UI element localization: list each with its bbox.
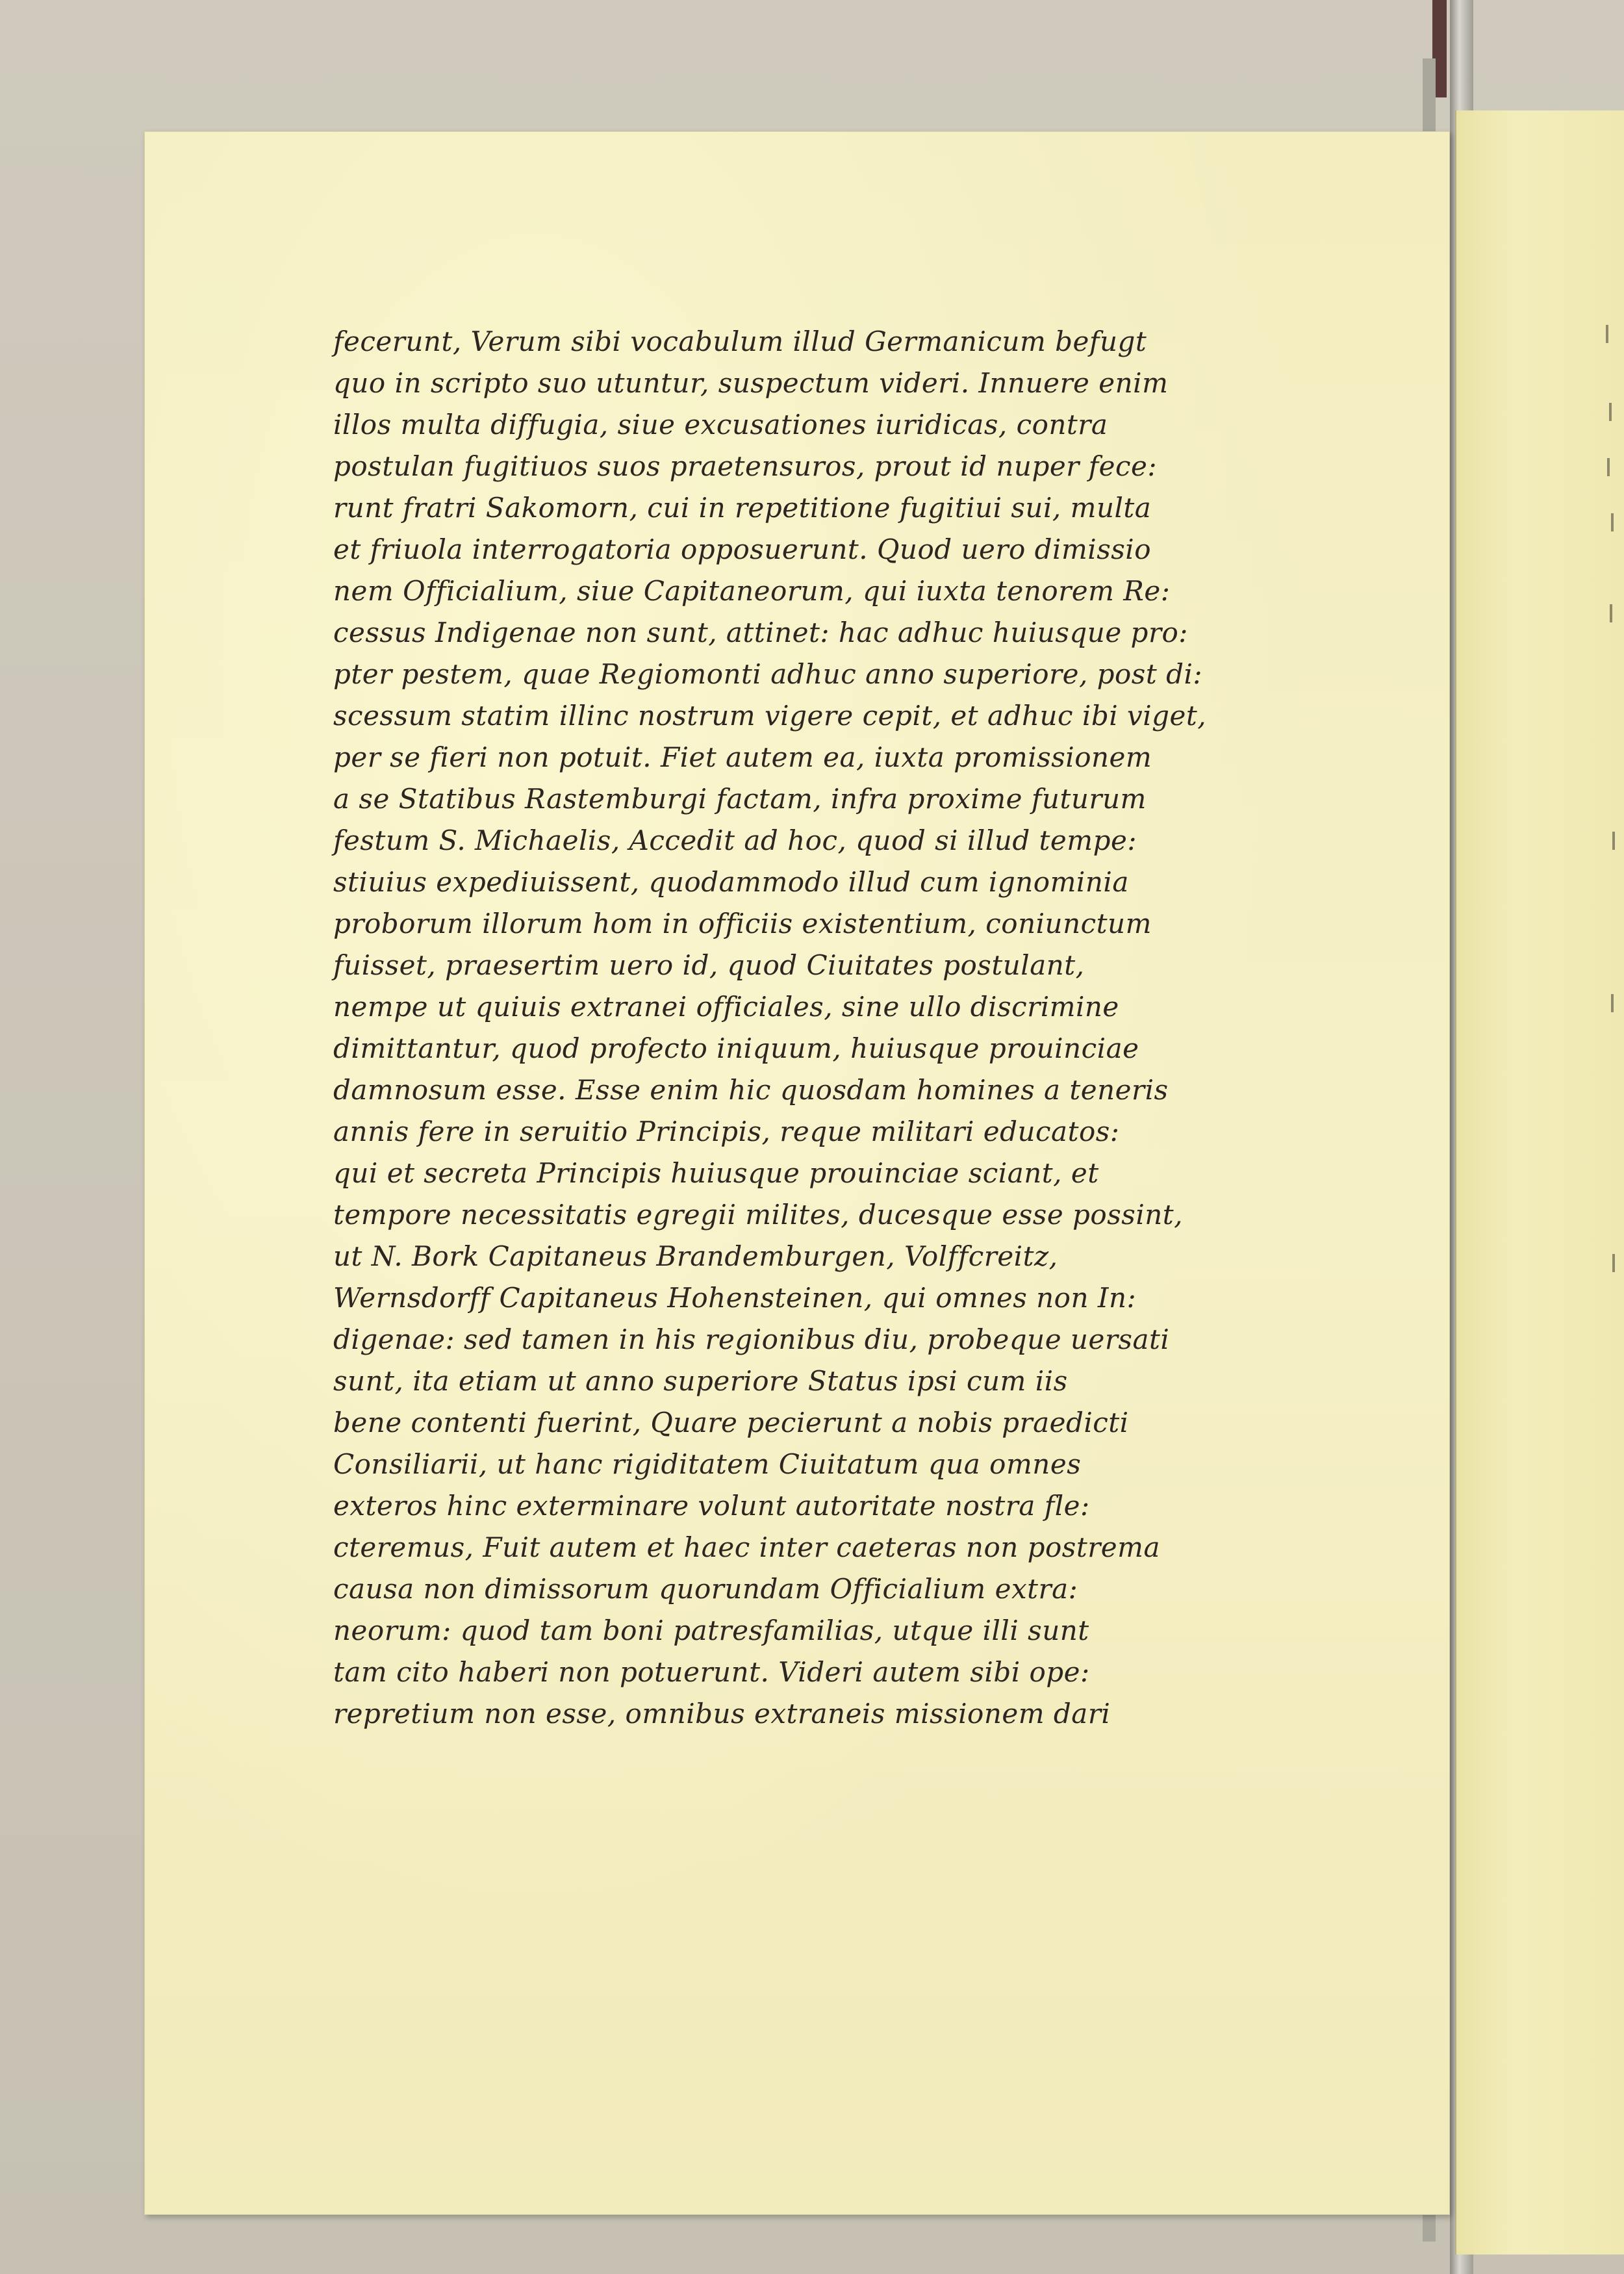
facing-page-ink-mark: [1607, 458, 1610, 476]
text-line: postulan fugitiuos suos praetensuros, prout id nuper fece:: [333, 450, 1158, 482]
facing-page-ink-mark: [1609, 403, 1612, 421]
text-line: sunt, ita etiam ut anno superiore Status ipsi cum iis: [333, 1365, 1068, 1397]
text-line: tempore necessitatis egregii milites, ducesque esse possint,: [333, 1199, 1184, 1231]
text-line: scessum statim illinc nostrum vigere cepit, et adhuc ibi viget,: [333, 700, 1207, 732]
text-line: causa non dimissorum quorundam Officialium extra:: [333, 1573, 1078, 1605]
manuscript-page: [144, 131, 1450, 2215]
text-line: bene contenti fuerint, Quare pecierunt a nobis praedicti: [333, 1407, 1129, 1438]
facing-page-ink-mark: [1606, 325, 1608, 343]
facing-page-ink-mark: [1612, 832, 1615, 850]
text-line: fecerunt, Verum sibi vocabulum illud Germanicum befugt: [333, 326, 1147, 357]
text-line: exteros hinc exterminare volunt autoritate nostra fle:: [333, 1490, 1090, 1522]
text-line: repretium non esse, omnibus extraneis missionem dari: [333, 1698, 1111, 1730]
text-line: dimittantur, quod profecto iniquum, huiusque prouinciae: [333, 1032, 1139, 1064]
text-line: neorum: quod tam boni patresfamilias, utque illi sunt: [333, 1615, 1089, 1646]
text-line: tam cito haberi non potuerunt. Videri autem sibi ope:: [333, 1656, 1090, 1688]
text-line: annis fere in seruitio Principis, reque militari educatos:: [333, 1116, 1120, 1147]
text-line: stiuius expediuissent, quodammodo illud cum ignominia: [333, 866, 1129, 898]
text-line: pter pestem, quae Regiomonti adhuc anno superiore, post di:: [333, 658, 1203, 690]
text-line: Wernsdorff Capitaneus Hohensteinen, qui omnes non In:: [333, 1282, 1137, 1314]
text-line: cessus Indigenae non sunt, attinet: hac adhuc huiusque pro:: [333, 617, 1188, 648]
text-line: runt fratri Sakomorn, cui in repetitione fugitiui sui, multa: [333, 492, 1152, 524]
text-line: nem Officialium, siue Capitaneorum, qui iuxta tenorem Re:: [333, 575, 1171, 607]
text-line: festum S. Michaelis, Accedit ad hoc, quod si illud tempe:: [333, 824, 1137, 856]
text-line: quo in scripto suo utuntur, suspectum videri. Innuere enim: [333, 367, 1169, 399]
text-line: digenae: sed tamen in his regionibus diu, probeque uersati: [333, 1323, 1170, 1355]
facing-page-fragment: [1455, 110, 1624, 2255]
text-line: per se fieri non potuit. Fiet autem ea, iuxta promissionem: [333, 741, 1152, 773]
text-line: fuisset, praesertim uero id, quod Ciuitates postulant,: [333, 949, 1085, 981]
text-line: et friuola interrogatoria opposuerunt. Quod uero dimissio: [333, 533, 1152, 565]
facing-page-ink-mark: [1610, 604, 1612, 622]
text-line: a se Statibus Rastemburgi factam, infra proxime futurum: [333, 783, 1147, 815]
text-line: Consiliarii, ut hanc rigiditatem Ciuitatum qua omnes: [333, 1448, 1082, 1480]
facing-page-ink-mark: [1611, 994, 1614, 1012]
text-line: ut N. Bork Capitaneus Brandemburgen, Volffcreitz,: [333, 1240, 1058, 1272]
text-line: qui et secreta Principis huiusque prouinciae sciant, et: [333, 1157, 1099, 1189]
text-line: cteremus, Fuit autem et haec inter caeteras non postrema: [333, 1531, 1161, 1563]
text-line: nempe ut quiuis extranei officiales, sine ullo discrimine: [333, 991, 1119, 1023]
facing-page-ink-mark: [1612, 1254, 1615, 1272]
text-line: damnosum esse. Esse enim hic quosdam homines a teneris: [333, 1074, 1169, 1106]
text-line: proborum illorum hom in officiis existentium, coniunctum: [333, 908, 1152, 939]
text-line: illos multa diffugia, siue excusationes iuridicas, contra: [333, 409, 1108, 441]
facing-page-ink-mark: [1611, 513, 1614, 531]
